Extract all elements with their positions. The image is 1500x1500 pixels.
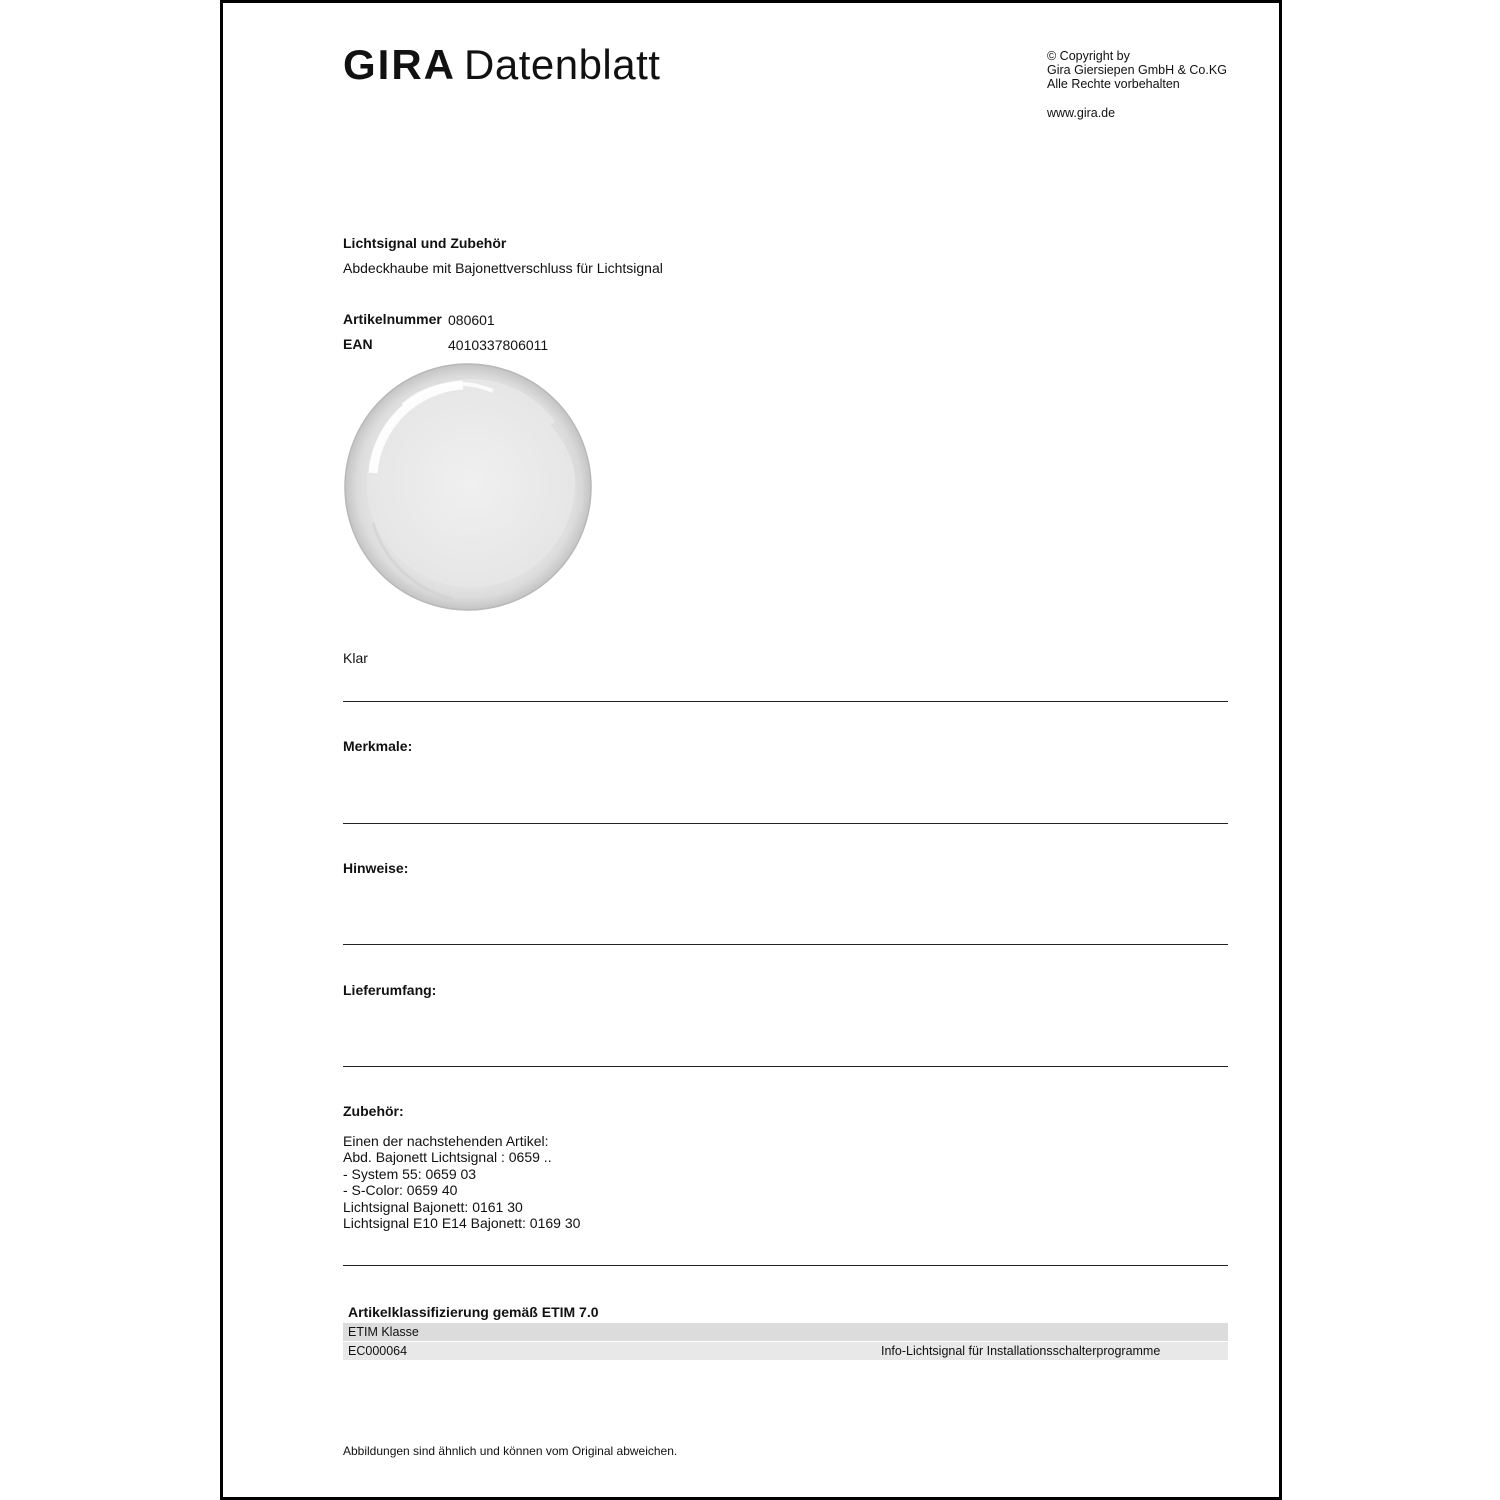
section-divider: [343, 1265, 1228, 1266]
section-heading-accessories: Zubehör:: [343, 1103, 404, 1119]
etim-code: EC000064: [348, 1344, 408, 1358]
list-item: Lichtsignal Bajonett: 0161 30: [343, 1198, 523, 1215]
gira-logo: [343, 41, 661, 88]
list-item: - S-Color: 0659 40: [343, 1182, 458, 1199]
accessories-list: [343, 1133, 580, 1231]
section-divider: [343, 1066, 1228, 1067]
website-link[interactable]: www.gira.de: [1047, 106, 1116, 120]
product-description: Abdeckhaube mit Bajonettverschluss für Lichtsignal: [343, 260, 663, 276]
article-number-value: 080601: [448, 312, 495, 328]
section-heading-features: Merkmale:: [343, 738, 413, 754]
copyright-notice: [1047, 49, 1227, 91]
section-divider: [343, 701, 1228, 702]
etim-header-row: [343, 1323, 1228, 1341]
product-color: Klar: [343, 650, 368, 666]
table-row: [343, 1342, 1228, 1360]
section-heading-scope: Lieferumfang:: [343, 982, 437, 998]
copyright-line: © Copyright by: [1047, 49, 1130, 63]
list-item: Einen der nachstehenden Artikel:: [343, 1133, 549, 1149]
list-item: Abd. Bajonett Lichtsignal : 0659 ..: [343, 1149, 552, 1166]
etim-class-name: Info-Lichtsignal für Installationsschalterprogramme: [881, 1344, 1161, 1358]
footer-disclaimer: Abbildungen sind ähnlich und können vom Original abweichen.: [343, 1444, 678, 1458]
section-divider: [343, 823, 1228, 824]
list-item: Lichtsignal E10 E14 Bajonett: 0169 30: [343, 1215, 581, 1232]
section-divider: [343, 944, 1228, 945]
article-number-label: Artikelnummer: [343, 311, 442, 327]
list-item: - System 55: 0659 03: [343, 1165, 477, 1182]
ean-value: 4010337806011: [448, 337, 549, 353]
brand-name: GIRA: [343, 41, 456, 88]
copyright-line: Gira Giersiepen GmbH & Co.KG: [1047, 63, 1227, 77]
etim-header-label: ETIM Klasse: [348, 1325, 419, 1339]
copyright-line: Alle Rechte vorbehalten: [1047, 77, 1180, 91]
product-image: [343, 363, 595, 613]
product-category: Lichtsignal und Zubehör: [343, 235, 507, 251]
ean-label: EAN: [343, 336, 373, 352]
section-heading-notes: Hinweise:: [343, 860, 409, 876]
etim-title: Artikelklassifizierung gemäß ETIM 7.0: [348, 1304, 599, 1320]
document-title: Datenblatt: [464, 41, 661, 88]
